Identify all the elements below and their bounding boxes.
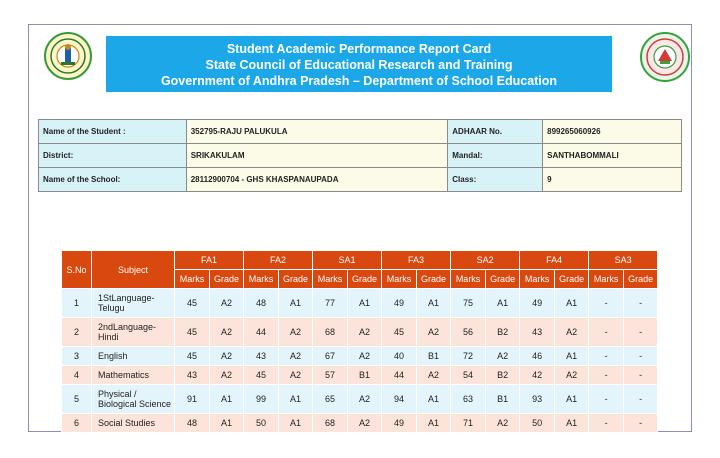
marks-cell: - xyxy=(589,347,624,366)
grade-cell: A2 xyxy=(210,289,244,318)
grade-cell: A2 xyxy=(210,366,244,385)
marks-cell: 94 xyxy=(382,385,417,414)
marks-column-header: Marks xyxy=(520,270,555,289)
marks-cell: - xyxy=(589,289,624,318)
marks-cell: 93 xyxy=(520,385,555,414)
marks-cell: 49 xyxy=(382,289,417,318)
mandal-value: SANTHABOMMALI xyxy=(543,144,682,168)
marks-cell: - xyxy=(589,385,624,414)
scert-seal-icon xyxy=(640,31,690,83)
serial-number: 6 xyxy=(62,414,92,433)
marks-cell: 43 xyxy=(175,366,210,385)
student-name-label: Name of the Student : xyxy=(39,120,187,144)
marks-cell: 45 xyxy=(244,366,279,385)
marks-cell: 48 xyxy=(175,414,210,433)
grade-cell: A2 xyxy=(348,347,382,366)
grade-cell: A1 xyxy=(210,385,244,414)
grade-cell: - xyxy=(624,289,658,318)
grade-column-header: Grade xyxy=(210,270,244,289)
assessment-header-sa3: SA3 xyxy=(589,251,658,270)
grade-cell: - xyxy=(624,347,658,366)
grade-cell: A2 xyxy=(486,414,520,433)
marks-cell: - xyxy=(589,414,624,433)
assessment-header-row xyxy=(62,251,658,270)
grade-cell: B1 xyxy=(486,385,520,414)
grade-column-header: Grade xyxy=(624,270,658,289)
grade-cell: B1 xyxy=(417,347,451,366)
grade-cell: A2 xyxy=(348,318,382,347)
marks-cell: 57 xyxy=(313,366,348,385)
school-value: 28112900704 - GHS KHASPANAUPADA xyxy=(186,168,448,192)
grade-cell: A2 xyxy=(210,318,244,347)
marks-table-body xyxy=(62,289,658,433)
assessment-header-sa2: SA2 xyxy=(451,251,520,270)
district-row xyxy=(39,144,682,168)
marks-column-header: Marks xyxy=(382,270,417,289)
subject-name: 1StLanguage-Telugu xyxy=(92,289,175,318)
student-info-table xyxy=(38,119,682,192)
grade-cell: A2 xyxy=(210,347,244,366)
grade-cell: A2 xyxy=(417,318,451,347)
subject-name: Mathematics xyxy=(92,366,175,385)
marks-cell: 44 xyxy=(244,318,279,347)
marks-cell: 56 xyxy=(451,318,486,347)
marks-cell: 49 xyxy=(520,289,555,318)
subject-row xyxy=(62,414,658,433)
marks-column-header: Marks xyxy=(175,270,210,289)
marks-cell: - xyxy=(589,318,624,347)
grade-cell: A1 xyxy=(279,289,313,318)
grade-column-header: Grade xyxy=(486,270,520,289)
marks-cell: 65 xyxy=(313,385,348,414)
grade-cell: A2 xyxy=(348,385,382,414)
marks-cell: 46 xyxy=(520,347,555,366)
report-title-banner xyxy=(106,36,612,92)
grade-cell: A2 xyxy=(279,366,313,385)
assessment-header-fa3: FA3 xyxy=(382,251,451,270)
student-row xyxy=(39,120,682,144)
subject-name: 2ndLanguage-Hindi xyxy=(92,318,175,347)
grade-cell: - xyxy=(624,385,658,414)
marks-cell: 99 xyxy=(244,385,279,414)
grade-column-header: Grade xyxy=(348,270,382,289)
student-name-value: 352795-RAJU PALUKULA xyxy=(186,120,448,144)
marks-cell: 45 xyxy=(175,289,210,318)
district-value: SRIKAKULAM xyxy=(186,144,448,168)
grade-cell: A1 xyxy=(486,289,520,318)
grade-cell: A2 xyxy=(486,347,520,366)
grade-cell: A1 xyxy=(279,414,313,433)
grade-cell: - xyxy=(624,318,658,347)
grade-cell: A1 xyxy=(555,385,589,414)
grade-cell: A2 xyxy=(555,366,589,385)
marks-cell: 43 xyxy=(520,318,555,347)
serial-number: 1 xyxy=(62,289,92,318)
council-name: State Council of Educational Research and Training xyxy=(205,58,513,72)
marks-cell: 49 xyxy=(382,414,417,433)
marks-cell: 40 xyxy=(382,347,417,366)
serial-number: 2 xyxy=(62,318,92,347)
adhaar-label: ADHAAR No. xyxy=(448,120,543,144)
grade-cell: A2 xyxy=(555,318,589,347)
marks-table xyxy=(61,250,658,433)
class-label: Class: xyxy=(448,168,543,192)
subject-name: Social Studies xyxy=(92,414,175,433)
marks-cell: 75 xyxy=(451,289,486,318)
subject-row xyxy=(62,318,658,347)
grade-column-header: Grade xyxy=(417,270,451,289)
grade-cell: A2 xyxy=(279,347,313,366)
marks-cell: 67 xyxy=(313,347,348,366)
grade-cell: A1 xyxy=(348,289,382,318)
subject-header: Subject xyxy=(92,251,175,289)
marks-cell: - xyxy=(589,366,624,385)
grade-cell: A1 xyxy=(417,414,451,433)
marks-column-header: Marks xyxy=(451,270,486,289)
grade-cell: A1 xyxy=(555,289,589,318)
marks-column-header: Marks xyxy=(589,270,624,289)
subject-row xyxy=(62,385,658,414)
ap-emblem-icon xyxy=(44,30,92,82)
department-name: Government of Andhra Pradesh – Department of School Education xyxy=(160,74,558,88)
grade-cell: B2 xyxy=(486,366,520,385)
sno-header: S.No xyxy=(62,251,92,289)
serial-number: 5 xyxy=(62,385,92,414)
serial-number: 3 xyxy=(62,347,92,366)
grade-cell: A1 xyxy=(417,289,451,318)
grade-cell: A1 xyxy=(417,385,451,414)
grade-cell: B1 xyxy=(348,366,382,385)
marks-cell: 45 xyxy=(175,318,210,347)
adhaar-value: 899265060926 xyxy=(543,120,682,144)
marks-cell: 91 xyxy=(175,385,210,414)
mandal-label: Mandal: xyxy=(448,144,543,168)
marks-cell: 45 xyxy=(382,318,417,347)
marks-cell: 48 xyxy=(244,289,279,318)
marks-column-header: Marks xyxy=(244,270,279,289)
assessment-header-fa4: FA4 xyxy=(520,251,589,270)
marks-cell: 63 xyxy=(451,385,486,414)
marks-cell: 71 xyxy=(451,414,486,433)
grade-cell: A1 xyxy=(555,414,589,433)
marks-cell: 45 xyxy=(175,347,210,366)
grade-cell: - xyxy=(624,414,658,433)
grade-column-header: Grade xyxy=(279,270,313,289)
marks-cell: 77 xyxy=(313,289,348,318)
marks-cell: 43 xyxy=(244,347,279,366)
school-row xyxy=(39,168,682,192)
grade-cell: A1 xyxy=(555,347,589,366)
school-label: Name of the School: xyxy=(39,168,187,192)
grade-column-header: Grade xyxy=(555,270,589,289)
grade-cell: - xyxy=(624,366,658,385)
assessment-header-fa2: FA2 xyxy=(244,251,313,270)
serial-number: 4 xyxy=(62,366,92,385)
marks-cell: 50 xyxy=(244,414,279,433)
marks-cell: 72 xyxy=(451,347,486,366)
subject-name: English xyxy=(92,347,175,366)
assessment-header-sa1: SA1 xyxy=(313,251,382,270)
subject-row xyxy=(62,366,658,385)
assessment-header-fa1: FA1 xyxy=(175,251,244,270)
district-label: District: xyxy=(39,144,187,168)
marks-cell: 68 xyxy=(313,318,348,347)
subject-name: Physical / Biological Science xyxy=(92,385,175,414)
grade-cell: A2 xyxy=(348,414,382,433)
marks-cell: 68 xyxy=(313,414,348,433)
grade-cell: A1 xyxy=(210,414,244,433)
marks-cell: 50 xyxy=(520,414,555,433)
subject-row xyxy=(62,289,658,318)
class-value: 9 xyxy=(543,168,682,192)
marks-column-header: Marks xyxy=(313,270,348,289)
subject-row xyxy=(62,347,658,366)
grade-cell: A2 xyxy=(279,318,313,347)
grade-cell: A2 xyxy=(417,366,451,385)
marks-cell: 54 xyxy=(451,366,486,385)
marks-cell: 42 xyxy=(520,366,555,385)
grade-cell: A1 xyxy=(279,385,313,414)
report-title: Student Academic Performance Report Card xyxy=(226,42,492,56)
marks-cell: 44 xyxy=(382,366,417,385)
grade-cell: B2 xyxy=(486,318,520,347)
